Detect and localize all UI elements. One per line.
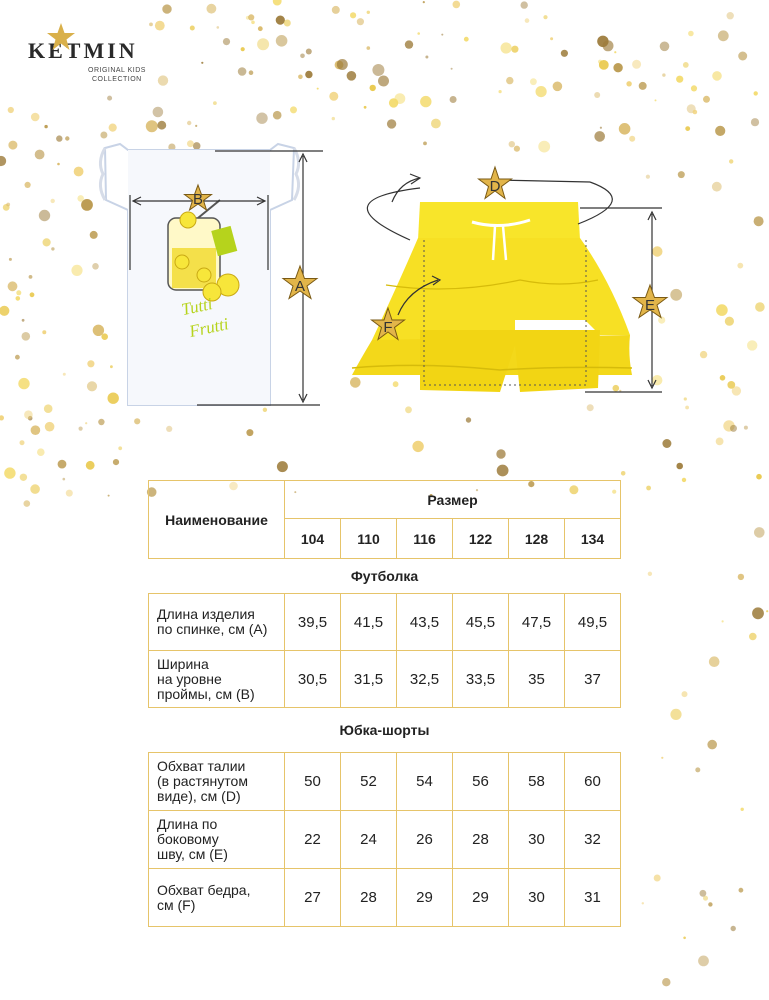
value-cell: 33,5 [453,651,509,708]
section-title: Футболка [350,568,419,584]
confetti-dot [707,740,717,750]
confetti-dot [496,449,505,458]
confetti-dot [682,478,686,482]
confetti-dot [86,461,95,470]
confetti-dot [521,1,528,8]
confetti-dot [20,474,27,481]
row-label-line: на уровне [157,670,222,687]
confetti-dot [412,441,423,452]
confetti-dot [195,125,197,127]
row-label-line: Длина по [157,816,218,832]
value-cell: 58 [509,753,565,811]
confetti-dot [248,14,254,20]
confetti-dot [712,71,722,81]
value-cell: 39,5 [285,594,341,651]
row-label-cell [149,651,285,708]
value-cell: 24 [341,811,397,869]
confetti-dot [506,77,513,84]
confetti-dot [709,656,720,667]
confetti-dot [44,125,47,128]
confetti-dot [350,12,356,18]
confetti-dot [251,21,255,25]
confetti-dot [561,50,568,57]
brand-logo [28,38,146,83]
value-cell: 43,5 [397,594,453,651]
confetti-dot [553,82,563,92]
confetti-dot [66,490,73,497]
confetti-dot [632,60,641,69]
confetti-dot [744,426,748,430]
confetti-dot [217,26,220,29]
confetti-dot [749,633,757,641]
confetti-dot [754,527,765,538]
confetti-dot [249,70,254,75]
value-cell: 30 [509,811,565,869]
confetti-dot [305,71,312,78]
confetti-dot [600,127,602,129]
marker-b-label: B [192,191,204,208]
row-label-line: см (F) [157,896,196,913]
value-cell: 50 [285,753,341,811]
confetti-dot [716,438,724,446]
value-cell: 32 [565,811,621,869]
row-label-line: по спинке, см (А) [157,621,268,637]
row-label-line: Обхват бедра, [157,881,251,898]
confetti-dot [708,902,712,906]
confetti-dot [613,63,622,72]
confetti-dot [4,467,15,478]
confetti-dot [646,486,651,491]
row-label-line: (в растянутом [157,773,248,789]
confetti-dot [662,978,670,986]
row-label-line: проймы, см (В) [157,685,255,702]
header-row [149,481,621,519]
confetti-dot [63,478,66,481]
value-cell: 31,5 [341,651,397,708]
value-cell: 27 [285,869,341,927]
confetti-dot [395,93,406,104]
marker-e-label: E [644,297,656,314]
confetti-dot [670,709,681,720]
confetti-dot [107,96,112,101]
row-label-line: виде), см (D) [157,788,241,804]
value-cell: 41,5 [341,594,397,651]
confetti-dot [246,429,253,436]
confetti-dot [258,26,263,31]
row-label-line: Обхват талии [157,758,246,774]
value-cell: 30,5 [285,651,341,708]
confetti-dot [655,99,657,101]
confetti-dot [347,71,357,81]
confetti-dot [756,474,762,480]
confetti-dot [530,78,537,85]
confetti-dot [614,51,616,53]
confetti-dot [682,691,688,697]
confetti-dot [700,890,707,897]
confetti-dot [367,11,370,14]
header-size-cell: Размер [285,481,621,519]
confetti-dot [738,574,744,580]
confetti-dot [431,119,441,129]
size-header-cell: 104 [285,519,341,559]
confetti-dot [284,20,291,27]
confetti-dot [300,54,305,59]
confetti-dot [306,49,312,55]
marker-d-label: D [489,178,501,195]
confetti-dot [85,422,87,424]
confetti-dot [8,107,14,113]
tshirt-print-text-2: Frutti [187,314,231,342]
row-label-cell [149,811,285,869]
confetti-dot [654,875,661,882]
value-cell: 45,5 [453,594,509,651]
confetti-dot [153,107,164,118]
confetti-dot [276,16,285,25]
confetti-dot [420,96,431,107]
confetti-dot [661,757,663,759]
row-label-line: шву, см (E) [157,846,228,862]
value-cell: 56 [453,753,509,811]
confetti-dot [691,85,697,91]
confetti-dot [372,64,384,76]
confetti-dot [441,34,443,36]
confetti-dot [688,31,694,37]
value-cell: 32,5 [397,651,453,708]
confetti-dot [676,463,683,470]
confetti-dot [157,121,166,130]
table-row [149,811,621,869]
marker-f-label: F [383,319,393,336]
confetti-dot [162,4,171,13]
confetti-dot [660,42,670,52]
confetti-dot [738,52,747,61]
confetti-dot [752,607,764,619]
confetti-dot [550,37,553,40]
confetti-dot [357,18,364,25]
size-header-cell: 128 [509,519,565,559]
confetti-dot [423,1,425,3]
row-label-cell [149,753,285,811]
confetti-dot [30,484,40,494]
confetti-dot [378,76,389,87]
value-cell: 49,5 [565,594,621,651]
row-label-line: боковому [157,831,219,847]
confetti-dot [79,427,83,431]
confetti-dot [594,92,600,98]
confetti-dot [501,42,512,53]
star-icon [46,22,76,52]
confetti-dot [536,86,547,97]
confetti-dot [599,60,609,70]
confetti-dot [703,96,710,103]
marker-a-label: A [294,278,306,295]
confetti-dot [597,36,608,47]
brand-tagline [88,66,158,84]
confetti-dot [754,91,758,95]
confetti-dot [108,495,110,497]
value-cell: 22 [285,811,341,869]
table-row [149,594,621,651]
confetti-dot [158,75,168,85]
value-cell: 28 [453,811,509,869]
value-cell: 30 [509,869,565,927]
marker-d-star [479,167,512,199]
value-cell: 35 [509,651,565,708]
confetti-dot [727,12,734,19]
confetti-dot [238,67,247,76]
value-cell: 54 [397,753,453,811]
table-row [149,651,621,708]
confetti-dot [525,18,530,23]
confetti-dot [58,460,67,469]
size-header-cell: 110 [341,519,397,559]
confetti-dot [31,113,40,122]
confetti-dot [511,46,518,53]
value-cell: 37 [565,651,621,708]
confetti-dot [648,572,652,576]
value-cell: 47,5 [509,594,565,651]
row-label-line: Длина изделия [157,606,255,622]
size-header-cell: 116 [397,519,453,559]
confetti-dot [241,47,245,51]
confetti-dot [367,46,371,50]
size-chart-table [148,480,621,927]
table-row [149,869,621,927]
confetti-dot [751,118,759,126]
confetti-dot [24,500,31,507]
size-header-cell: 134 [565,519,621,559]
brand-tagline-line1: ORIGINAL KIDS [88,67,146,74]
confetti-dot [155,21,165,31]
confetti-dot [277,461,288,472]
confetti-dot [31,425,41,435]
confetti-dot [621,471,626,476]
confetti-dot [766,610,768,612]
confetti-dot [464,37,469,42]
confetti-dot [453,1,461,9]
brand-name: KETMIN [28,38,138,63]
section-title-row [149,708,621,753]
value-cell: 31 [565,869,621,927]
confetti-dot [662,439,671,448]
table-row [149,753,621,811]
confetti-dot [739,888,744,893]
confetti-dot [683,937,686,940]
confetti-dot [642,902,644,904]
confetti-dot [276,35,288,47]
confetti-dot [693,110,698,115]
confetti-dot [370,85,376,91]
confetti-dot [497,465,509,477]
confetti-dot [213,101,217,105]
confetti-dot [543,15,547,19]
confetti-dot [332,6,340,14]
confetti-dot [364,106,367,109]
section-title: Юбка-шорты [339,722,430,738]
confetti-dot [190,26,195,31]
row-label-cell [149,869,285,927]
confetti-dot [187,121,191,125]
confetti-dot [273,111,282,120]
confetti-dot [257,38,269,50]
confetti-dot [298,75,303,80]
confetti-dot [118,446,122,450]
confetti-dot [273,0,282,6]
confetti-dot [718,30,729,41]
confetti-dot [731,926,736,931]
section-title-row [149,559,621,594]
confetti-dot [317,88,319,90]
marker-e-star [633,285,667,318]
value-cell: 29 [453,869,509,927]
brand-tagline-line2: COLLECTION [92,76,142,83]
confetti-dot [113,459,119,465]
confetti-dot [626,81,631,86]
confetti-dot [741,808,744,811]
confetti-dot [337,59,348,70]
confetti-dot [405,40,413,48]
value-cell: 28 [341,869,397,927]
marker-a-star [283,266,317,299]
confetti-dot [207,4,217,14]
confetti-dot [425,56,428,59]
tshirt-image [100,144,298,405]
confetti-dot [329,92,338,101]
confetti-dot [166,426,172,432]
confetti-dot [676,76,683,83]
value-cell: 60 [565,753,621,811]
value-cell: 29 [397,869,453,927]
skirt-shorts-image [352,202,632,392]
confetti-dot [417,32,420,35]
confetti-dot [223,38,230,45]
confetti-dot [450,96,457,103]
value-cell: 26 [397,811,453,869]
confetti-dot [730,425,737,432]
confetti-dot [256,113,267,124]
confetti-dot [695,767,700,772]
garment-measurement-illustration [0,130,769,420]
confetti-dot [698,956,709,967]
tshirt-print-text-1: Tutti [179,294,215,320]
confetti-dot [683,62,689,68]
confetti-dot [662,73,665,76]
confetti-dot [290,106,297,113]
row-label-cell [149,594,285,651]
confetti-dot [722,620,724,622]
confetti-dot [45,422,55,432]
confetti-dot [499,90,502,93]
confetti-dot [149,23,153,27]
confetti-dot [387,119,396,128]
confetti-dot [201,62,203,64]
size-header-cell: 122 [453,519,509,559]
confetti-dot [639,82,647,90]
row-label-line: Ширина [157,655,209,672]
confetti-dot [37,448,45,456]
confetti-dot [332,117,335,120]
confetti-dot [451,68,453,70]
header-name-cell: Наименование [149,481,285,559]
confetti-dot [20,440,25,445]
value-cell: 52 [341,753,397,811]
size-table [148,480,621,927]
